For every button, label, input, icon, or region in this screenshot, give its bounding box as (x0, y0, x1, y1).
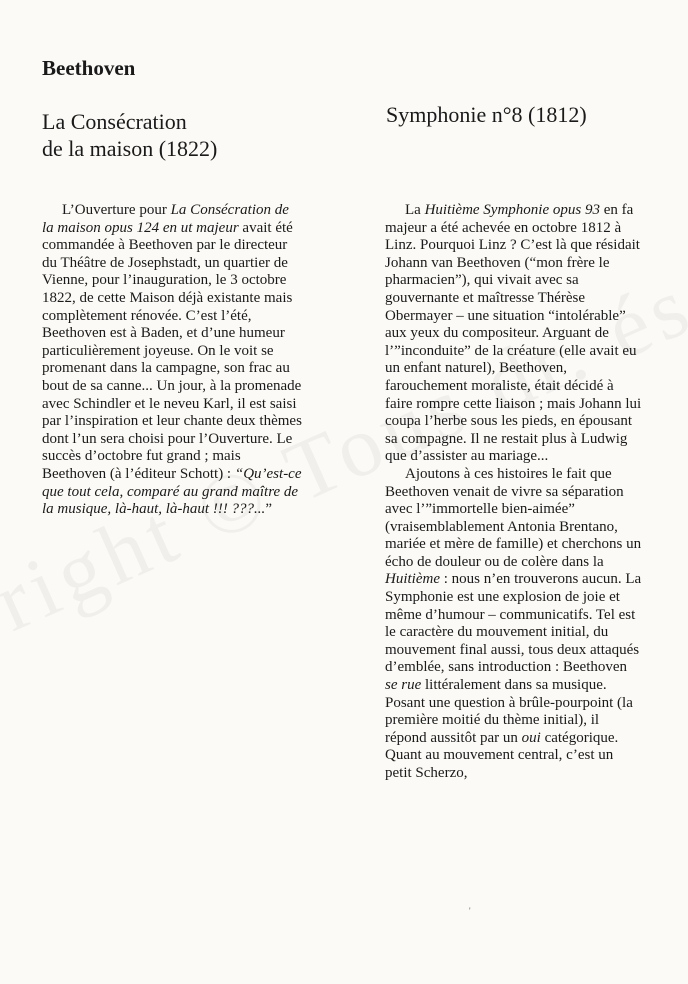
text-run: catégorique. Quant au mouvement central, c’est un petit Scherzo, (385, 729, 619, 781)
text-run: : nous n’en trouverons aucun. La Symphonie est une explosion de joie et même d’humour – communicatifs. Tel est le caractère du mouvement initial, du mouvement final aussi, tous deux attaqués d’emblée, sans introduction : Beethoven (385, 571, 642, 676)
consecration-paragraph (42, 202, 304, 519)
text-run: avait été commandée à Beethoven par le directeur du Théâtre de Josephstadt, un quartier de Vienne, pour l’inauguration, le 3 octobre 1822, de cette Maison déjà existante mais complètement rénovée. C’est l’été, Beethoven est à Baden, et d’une humeur particulièrement joyeuse. On le voit se promenant dans la campagne, son frac au bout de sa canne... Un jour, à la promenade avec Schindler et le neveu Karl, il est saisi par l’inspiration et leur chante deux thèmes dont l’un sera choisi pour l’Ouverture. Le succès d’octobre fut grand ; mais Beethoven (à l’éditeur Schott) : (42, 219, 302, 482)
print-mark: ' (469, 906, 471, 916)
opus-title-italic: La Consécration de la maison opus 124 en ut majeur (42, 202, 289, 236)
work-title-line-2: de la maison (1822) (42, 136, 218, 161)
work-title-line-1: La Consécration (42, 109, 187, 134)
composer-heading: Beethoven (42, 56, 136, 80)
text-run: L’Ouverture pour (62, 202, 171, 218)
right-column-text (385, 202, 643, 783)
huitieme-italic: Huitième (385, 571, 440, 588)
oui-italic: oui (521, 729, 541, 746)
work-title-symphony-8: Symphonie n°8 (1812) (386, 102, 587, 127)
symphony-paragraph-2 (385, 466, 643, 783)
symphony-title-italic: Huitième Symphonie opus 93 (424, 202, 600, 218)
left-column-text (42, 202, 304, 519)
beethoven-quote: “Qu’est-ce que tout cela, comparé au grand maître de la musique, là-haut, là-haut !!! ???... (42, 465, 302, 518)
text-run: ” (265, 501, 272, 518)
work-title-consecration (42, 108, 342, 162)
symphony-paragraph-1 (385, 202, 643, 466)
se-rue-italic: se rue (385, 677, 422, 694)
text-run: en fa majeur a été achevée en octobre 1812 à Linz. Pourquoi Linz ? C’est là que résidait Johann van Beethoven (“mon frère le pharmacien”), qui vivait avec sa gouvernante et maîtresse Thérèse Obermayer – une situation “intolérable” aux yeux du compositeur. Arguant de l’”inconduite” de la créature (elle avait eu un enfant naturel), Beethoven, farouchement moraliste, était décidé à faire rompre cette liaison ; mais Johann lui coupa l’herbe sous les pieds, en épousant sa compagne. Il ne restait plus à Ludwig que d’assister au mariage... (385, 202, 642, 465)
text-run: La (405, 202, 425, 218)
text-run: littéralement dans sa musique. Posant une question à brûle-pourpoint (la première moitié du thème initial), il répond aussitôt par un (385, 677, 633, 746)
text-run: Ajoutons à ces histoires le fait que Beethoven venait de vivre sa séparation avec l’”immortelle bien-aimée” (vraisemblablement Antonia Brentano, mariée et mère de famille) et cherchons un écho de douleur ou de colère dans la (385, 465, 642, 570)
